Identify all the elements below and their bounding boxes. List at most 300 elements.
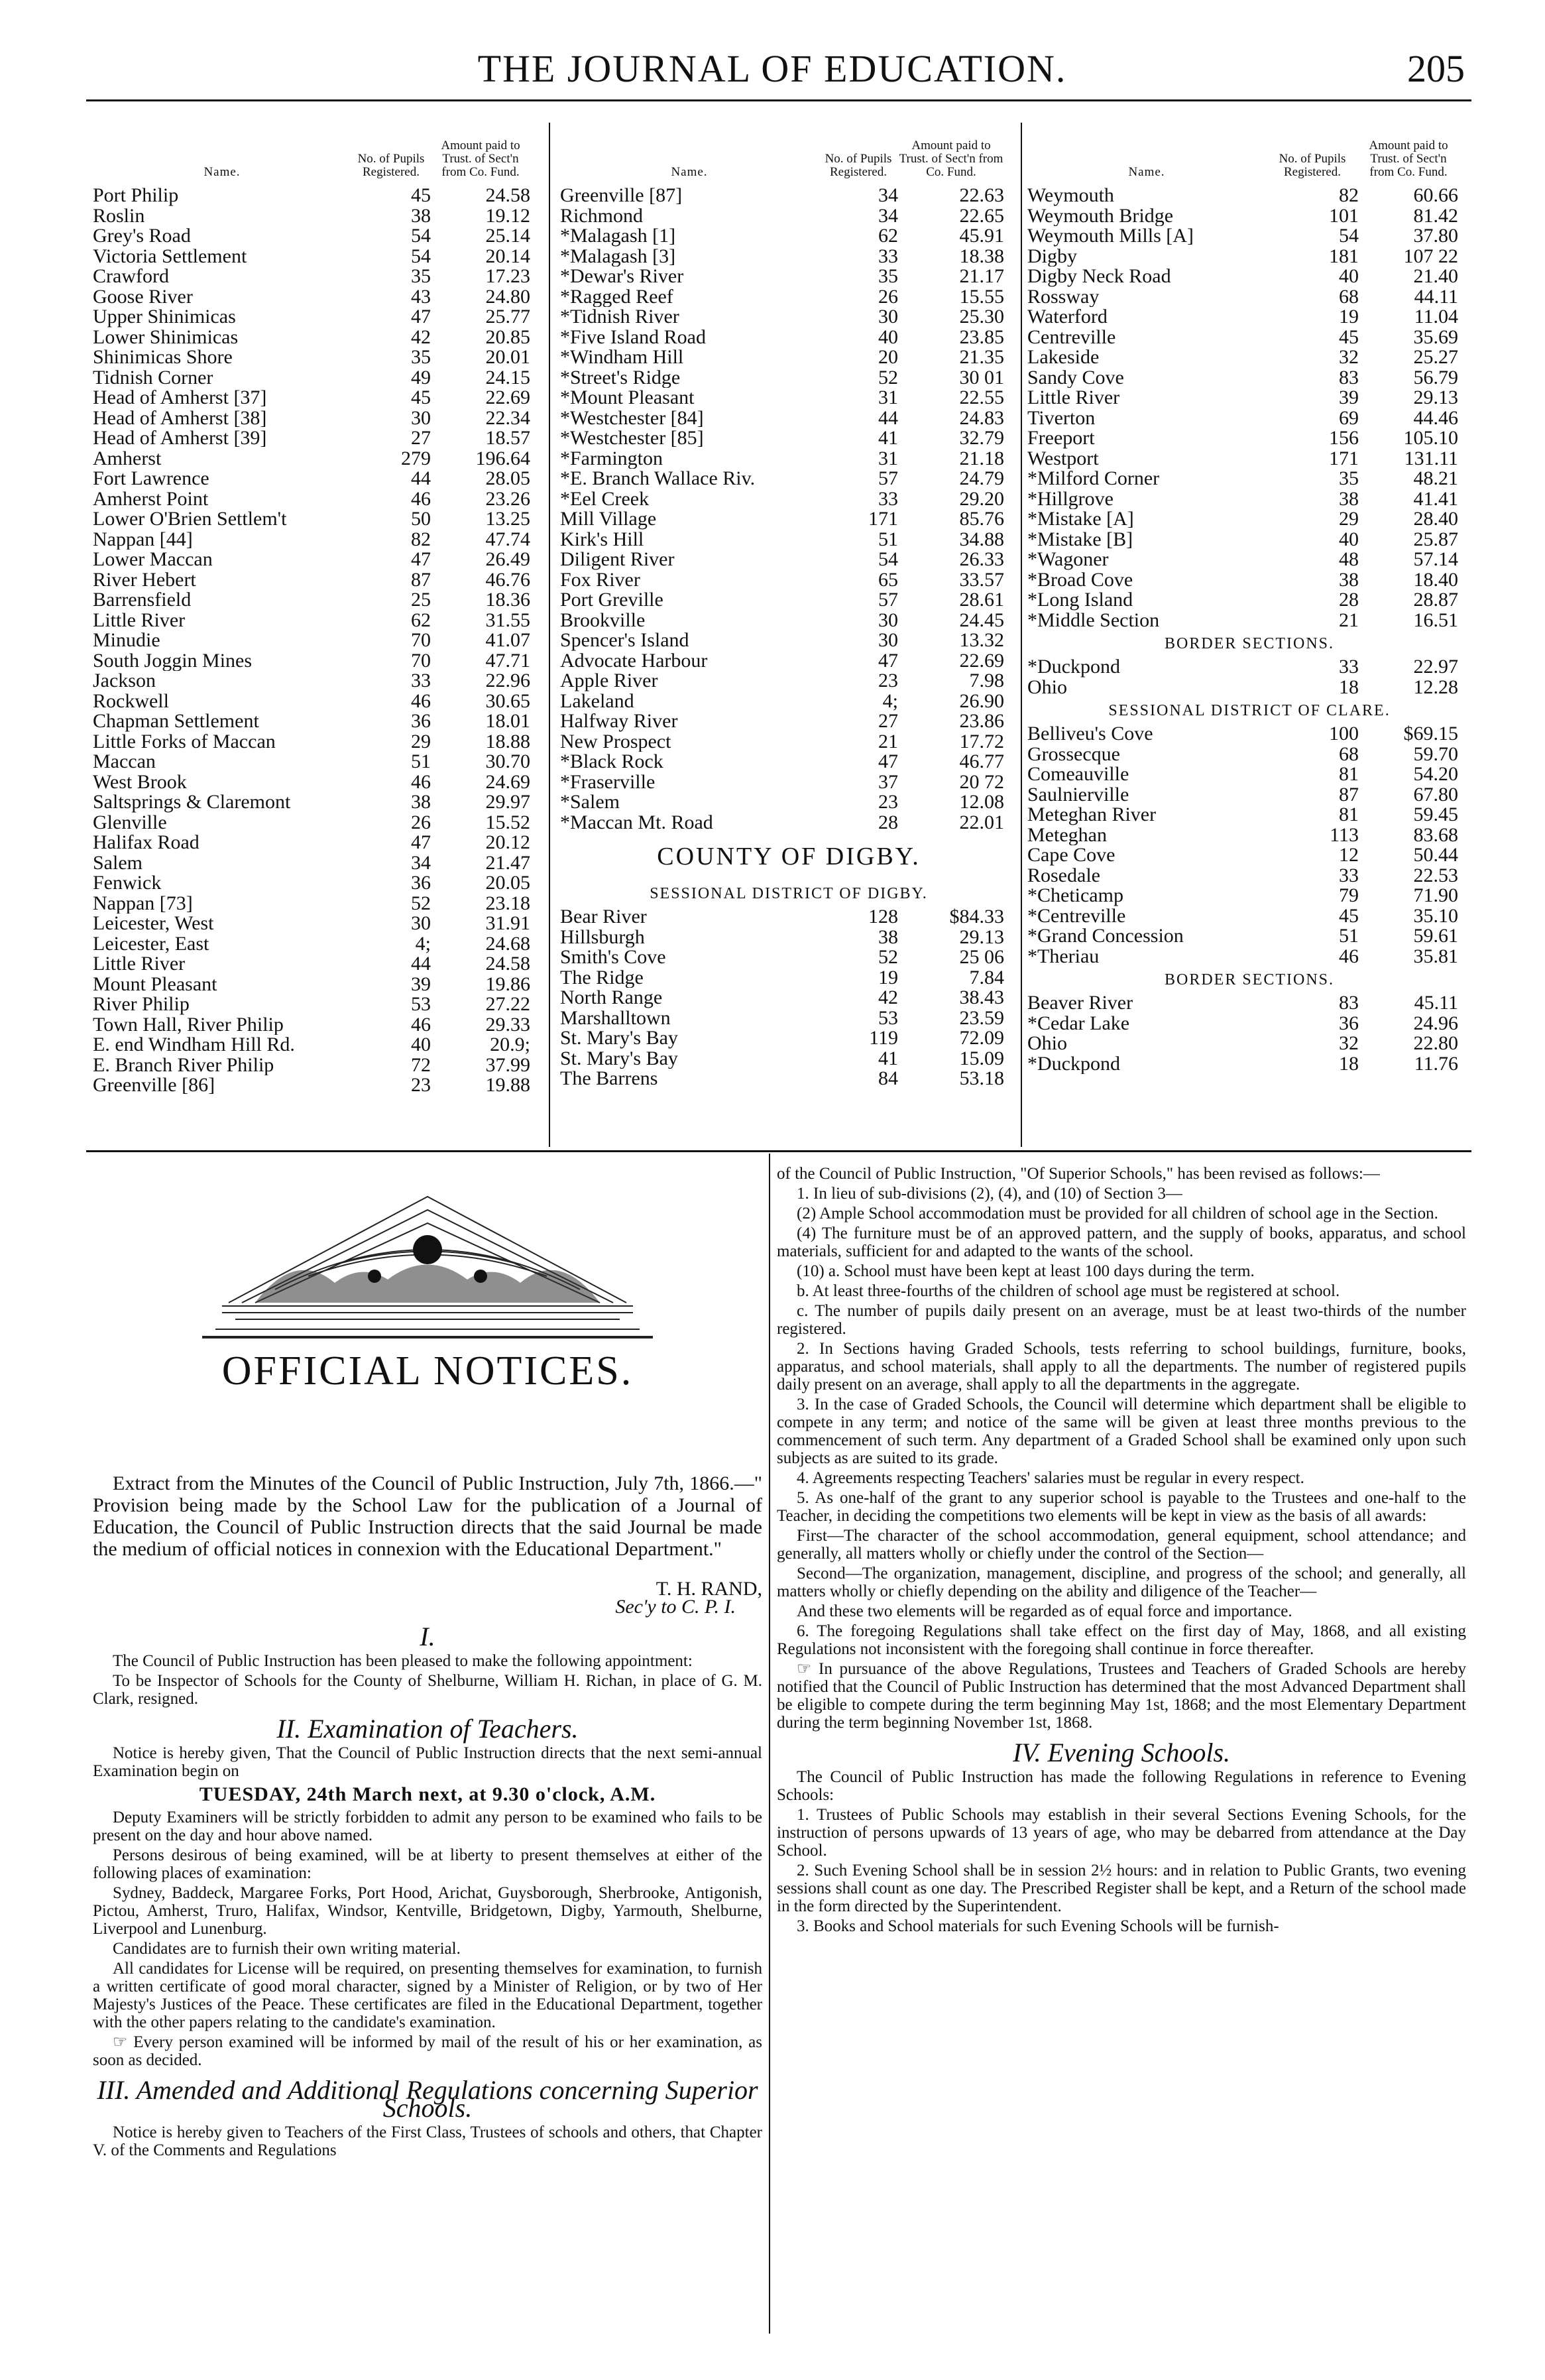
- school-name: Ohio: [1027, 677, 1067, 697]
- pupils-registered: 38: [1339, 568, 1359, 591]
- regulation-paragraph: 2. In Sections having Graded Schools, tests referring to school buildings, furniture, books, apparatus, and school materials, shall apply to all the departments. The number of registered pupils daily present on an average, shall apply to all the departments in the aggregate.: [777, 1340, 1466, 1394]
- amount-paid: 54.20: [1413, 763, 1458, 785]
- regulation-paragraph: Second—The organization, management, discipline, and progress of the school; and generally, all matters wholly or chiefly depending on the ability and diligence of the Teacher—: [777, 1565, 1466, 1600]
- school-name: *Farmington: [560, 448, 663, 469]
- section-iii-paragraph: Notice is hereby given to Teachers of the First Class, Trustees of schools and others, that Chapter V. of the Comments and Regulations: [93, 2123, 762, 2159]
- school-name: Smith's Cove: [560, 947, 666, 968]
- amount-paid: 28.61: [959, 589, 1004, 611]
- amount-paid: 22.34: [485, 406, 530, 429]
- pupils-registered: 36: [1339, 1012, 1359, 1034]
- pupils-registered: 33: [411, 670, 431, 691]
- amount-paid: 19.12: [485, 204, 530, 227]
- table-row: [93, 570, 544, 591]
- amount-paid: 105.10: [1403, 427, 1458, 449]
- pupils-registered: 49: [411, 366, 431, 388]
- table-row: [1027, 550, 1471, 570]
- table-row: [93, 894, 544, 914]
- amount-paid: 26.33: [959, 548, 1004, 570]
- school-name: St. Mary's Bay: [560, 1048, 678, 1069]
- table-row: [560, 368, 1017, 388]
- school-name: Leicester, East: [93, 933, 209, 954]
- table-row: [93, 226, 544, 247]
- table-row: [1027, 287, 1471, 308]
- school-name: Crawford: [93, 267, 169, 287]
- pupils-registered: 29: [1339, 508, 1359, 530]
- school-name: Grey's Road: [93, 226, 191, 247]
- school-name: *Grand Concession: [1027, 926, 1184, 947]
- amount-paid: 37.80: [1413, 225, 1458, 247]
- school-name: Port Philip: [93, 186, 179, 206]
- left-notices-column: [93, 1170, 762, 2161]
- pupils-registered: 19: [1339, 306, 1359, 327]
- school-name: Belliveu's Cove: [1027, 724, 1153, 744]
- table-row: [560, 813, 1017, 833]
- amount-paid: 23.86: [959, 710, 1004, 732]
- pupils-registered: 35: [411, 346, 431, 368]
- pupils-registered: 33: [878, 245, 898, 267]
- pupils-registered: 23: [878, 670, 898, 691]
- table-row: [1027, 428, 1471, 449]
- pupils-registered: 52: [878, 366, 898, 388]
- school-name: Weymouth Bridge: [1027, 206, 1174, 226]
- section-ii-paragraph: Deputy Examiners will be strictly forbidden to admit any person to be examined who fails to be present on the day and hour above named.: [93, 1809, 762, 1844]
- school-name: Brookville: [560, 610, 646, 630]
- amount-paid: 17.72: [959, 730, 1004, 752]
- school-name: *Street's Ridge: [560, 367, 681, 388]
- school-name: North Range: [560, 988, 663, 1008]
- amount-paid: 25.27: [1413, 346, 1458, 368]
- school-name: Bear River: [560, 907, 647, 927]
- amount-paid: 71.90: [1413, 884, 1458, 906]
- amount-paid: 24.69: [485, 770, 530, 793]
- table-row: [1027, 866, 1471, 886]
- amount-paid: 35.81: [1413, 945, 1458, 967]
- school-name: Roslin: [93, 206, 145, 226]
- school-name: Lakeland: [560, 691, 634, 711]
- table-row: [1027, 267, 1471, 287]
- school-name: Meteghan: [1027, 825, 1107, 845]
- amount-paid: 27.22: [485, 993, 530, 1015]
- amount-paid: 13.32: [959, 629, 1004, 651]
- pupils-registered: 47: [878, 750, 898, 772]
- amount-paid: $84.33: [949, 906, 1004, 927]
- pupils-registered: 34: [878, 204, 898, 227]
- table-row: [1027, 724, 1471, 744]
- section-iv-heading: IV. Evening Schools.: [1012, 1738, 1231, 1767]
- amount-paid: 24.15: [485, 366, 530, 388]
- pupils-registered: 81: [1339, 803, 1359, 825]
- amount-paid: 25.77: [485, 306, 530, 327]
- school-name: *Dewar's River: [560, 267, 684, 287]
- pupils-registered: 47: [411, 831, 431, 853]
- amount-paid: 41.41: [1413, 487, 1458, 510]
- school-name: Little River: [93, 954, 186, 975]
- section-i-paragraph: The Council of Public Instruction has been pleased to make the following appointment:: [113, 1652, 693, 1670]
- section-ii-paragraph: Candidates are to furnish their own writing material.: [113, 1940, 461, 1958]
- amount-paid: 24.58: [485, 184, 530, 206]
- table-row: [93, 954, 544, 975]
- table-row: [560, 988, 1017, 1008]
- table-column-2: [560, 113, 1017, 1089]
- amount-paid: 83.68: [1413, 823, 1458, 846]
- amount-paid: 13​1.11: [1404, 447, 1458, 469]
- amount-paid: 32.79: [959, 427, 1004, 449]
- school-name: Saulnierville: [1027, 784, 1129, 805]
- pupils-registered: 171: [1329, 447, 1359, 469]
- table-row: [93, 186, 544, 206]
- table-row: [1027, 805, 1471, 825]
- table-row: [560, 792, 1017, 813]
- regulation-paragraph: 6. The foregoing Regulations shall take effect on the first day of May, 1868, and all existing Regulations not inconsistent with the foregoing shall continue in force thereafter.: [777, 1622, 1466, 1658]
- table-row: [93, 630, 544, 651]
- school-name: New Prospect: [560, 731, 671, 752]
- table-row: [93, 530, 544, 550]
- school-name: West Brook: [93, 772, 187, 792]
- table-row: [560, 907, 1017, 927]
- amount-paid: 24.80: [485, 285, 530, 308]
- school-name: Digby: [1027, 246, 1077, 267]
- pupils-registered: 46: [411, 1013, 431, 1036]
- amount-paid: 34.88: [959, 528, 1004, 550]
- amount-paid: 59.45: [1413, 803, 1458, 825]
- school-name: *Mistake [B]: [1027, 529, 1133, 550]
- table-row: [1027, 530, 1471, 550]
- table-row: [93, 247, 544, 267]
- table-row: [1027, 1034, 1471, 1054]
- amount-paid: 48.21: [1413, 467, 1458, 489]
- school-name: *Hillgrove: [1027, 489, 1114, 509]
- school-name: Weymouth Mills [A]: [1027, 226, 1194, 247]
- amount-paid: 22.96: [485, 670, 530, 691]
- pupils-registered: 42: [411, 326, 431, 348]
- regulation-paragraph: 3. In the case of Graded Schools, the Council will determine which department shall be eligible to compete in any term; and notice of the same will be given at least three months previous to the commencement of such term. Any department of a Graded School shall be examined only upon such subjects as are suited to its grade.: [777, 1396, 1466, 1467]
- school-name: *Mount Pleasant: [560, 388, 695, 408]
- school-name: *Ragged Reef: [560, 286, 673, 307]
- amount-paid: 47.74: [485, 528, 530, 550]
- table-row: [93, 408, 544, 429]
- amount-paid: 29.33: [485, 1013, 530, 1036]
- pupils-registered: 46: [411, 487, 431, 510]
- school-name: *Duckpond: [1027, 1053, 1120, 1074]
- school-name: Centreville: [1027, 327, 1116, 347]
- table-row: [560, 1069, 1017, 1089]
- school-name: *Westchester [84]: [560, 408, 704, 428]
- pupils-registered: 21: [1339, 609, 1359, 631]
- page-number: 205: [1407, 47, 1465, 90]
- pupils-registered: 62: [878, 225, 898, 247]
- table-row: [93, 1015, 544, 1036]
- table-row: [560, 327, 1017, 348]
- school-name: Amherst Point: [93, 489, 209, 509]
- pupils-registered: 279: [401, 447, 431, 469]
- regulation-paragraph: 4. Agreements respecting Teachers' salaries must be regular in every respect.: [797, 1469, 1304, 1487]
- amount-paid: 20.14: [485, 245, 530, 267]
- amount-paid: 22.63: [959, 184, 1004, 206]
- pupils-registered: 35: [1339, 467, 1359, 489]
- table-row: [560, 651, 1017, 672]
- amount-paid: 26.90: [959, 689, 1004, 712]
- school-name: Spencer's Island: [560, 630, 689, 651]
- pupils-registered: 156: [1329, 427, 1359, 449]
- table-row: [93, 671, 544, 691]
- amount-paid: 22.69: [959, 649, 1004, 672]
- table-row: [560, 590, 1017, 611]
- school-name: Amherst: [93, 448, 162, 469]
- table-row: [93, 469, 544, 489]
- pupils-registered: 23: [878, 791, 898, 813]
- pupils-registered: 28: [1339, 589, 1359, 611]
- pupils-registered: 30: [878, 609, 898, 631]
- pupils-registered: 43: [411, 285, 431, 308]
- pupils-registered: 84: [878, 1067, 898, 1089]
- school-name: Little River: [1027, 388, 1120, 408]
- table-row: [93, 651, 544, 672]
- table-row: [93, 590, 544, 611]
- amount-paid: 15.52: [485, 811, 530, 833]
- pupils-registered: 30: [411, 912, 431, 934]
- pupils-registered: 44: [878, 406, 898, 429]
- pupils-registered: 25: [411, 589, 431, 611]
- school-name: Cape Cove: [1027, 845, 1116, 866]
- pupils-registered: 27: [878, 710, 898, 732]
- school-name: Nappan [73]: [93, 893, 193, 914]
- regulations-text: [777, 1165, 1466, 1732]
- pupils-registered: 53: [878, 1006, 898, 1029]
- amount-paid: 46.76: [485, 568, 530, 591]
- table-header-pupils: No. of Pupils Registered.: [1279, 152, 1346, 179]
- table-row: [1027, 307, 1471, 327]
- amount-paid: 22.69: [485, 387, 530, 408]
- pupils-registered: 28: [878, 811, 898, 833]
- table-row: [1027, 347, 1471, 368]
- amount-paid: 19.86: [485, 973, 530, 995]
- school-name: Little River: [93, 610, 186, 630]
- amount-paid: 18.40: [1413, 568, 1458, 591]
- school-name: Head of Amherst [37]: [93, 388, 267, 408]
- school-name: Digby Neck Road: [1027, 267, 1171, 287]
- school-name: Upper Shin​imicas: [93, 307, 236, 327]
- table-row: [560, 428, 1017, 449]
- pupils-registered: 65: [878, 568, 898, 591]
- table-row: [1027, 388, 1471, 408]
- pupils-registered: 62: [411, 609, 431, 631]
- pupils-registered: 29: [411, 730, 431, 752]
- school-name: *Cedar Lake: [1027, 1013, 1130, 1034]
- school-name: Lower O'Brien Settlem't: [93, 509, 287, 530]
- school-name: Sandy Cove: [1027, 367, 1124, 388]
- table-row: [93, 711, 544, 732]
- pupils-registered: 119: [869, 1027, 898, 1049]
- right-notices-column: [777, 1165, 1466, 1937]
- table-row: [560, 927, 1017, 948]
- school-name: Richmond: [560, 206, 643, 226]
- table-row: [560, 388, 1017, 408]
- section-i-paragraph: To be Inspector of Schools for the County of Shelburne, William H. Richan, in place of G. M. Clark, resigned.: [93, 1672, 762, 1708]
- notices-title: OFFICIAL NOTICES.: [221, 1348, 634, 1394]
- table-column-1: [93, 113, 544, 1096]
- amount-paid: 18.36: [485, 589, 530, 611]
- pupils-registered: 100: [1329, 723, 1359, 744]
- pupils-registered: 81: [1339, 763, 1359, 785]
- pupils-registered: 30: [878, 306, 898, 327]
- pupils-registered: 54: [1339, 225, 1359, 247]
- pupils-registered: 83: [1339, 992, 1359, 1014]
- table-header-name: Name.: [1128, 165, 1165, 179]
- table-row: [1027, 947, 1471, 967]
- amount-paid: 59.70: [1413, 743, 1458, 765]
- amount-paid: 56.79: [1413, 366, 1458, 388]
- school-name: Saltsprings & Claremont: [93, 792, 291, 813]
- table-row: [1027, 906, 1471, 927]
- school-name: Jackson: [93, 671, 156, 691]
- pupils-registered: 32: [1339, 346, 1359, 368]
- table-row: [93, 975, 544, 995]
- pupils-registered: 54: [878, 548, 898, 570]
- school-name: Lakeside: [1027, 347, 1100, 368]
- pupils-registered: 54: [411, 225, 431, 247]
- pupils-registered: 40: [878, 326, 898, 348]
- school-name: Meteghan River: [1027, 805, 1157, 825]
- table-row: [93, 752, 544, 772]
- table-header: [1027, 113, 1471, 179]
- pupils-registered: 31: [878, 387, 898, 408]
- amount-paid: 25.30: [959, 306, 1004, 327]
- amount-paid: 33.57: [959, 568, 1004, 591]
- school-name: *Cheticamp: [1027, 886, 1123, 906]
- amount-paid: 30.70: [485, 750, 530, 772]
- regulation-paragraph: b. At least three-fourths of the children of school age must be registered at school.: [797, 1282, 1340, 1300]
- school-name: *Milford Corner: [1027, 469, 1160, 489]
- table-row: [560, 630, 1017, 651]
- pupils-registered: 19: [878, 966, 898, 988]
- school-name: *Eel Creek: [560, 489, 650, 509]
- pupils-registered: 45: [1339, 326, 1359, 348]
- pupils-registered: 47: [878, 649, 898, 672]
- table-row: [93, 489, 544, 510]
- pupils-registered: 57: [878, 467, 898, 489]
- amount-paid: 29.97: [485, 791, 530, 813]
- amount-paid: 18.57: [485, 427, 530, 449]
- table-row: [1027, 186, 1471, 206]
- amount-paid: 35.10: [1413, 904, 1458, 927]
- table-row: [93, 853, 544, 874]
- evening-schools-paragraph: 1. Trustees of Public Schools may establish in their several Sections Evening Schools, for the instruction of persons upwards of 13 years of age, who may be debarred from attendance at the Day School.: [777, 1806, 1466, 1860]
- amount-paid: 20.85: [485, 326, 530, 348]
- pupils-registered: 35: [878, 265, 898, 287]
- pupils-registered: 52: [411, 892, 431, 914]
- school-name: Minudie: [93, 630, 160, 651]
- table-row: [1027, 993, 1471, 1014]
- pupils-registered: 82: [411, 528, 431, 550]
- table-row: [560, 611, 1017, 631]
- amount-paid: 57.14: [1413, 548, 1458, 570]
- amount-paid: 60.66: [1413, 184, 1458, 206]
- amount-paid: 24.96: [1413, 1012, 1458, 1034]
- pupils-registered: 40: [1339, 528, 1359, 550]
- school-name: *Tidnish River: [560, 307, 679, 327]
- school-name: Victoria Settlement: [93, 246, 247, 267]
- amount-paid: 16.51: [1413, 609, 1458, 631]
- amount-paid: 44.11: [1414, 285, 1458, 308]
- table-row: [93, 267, 544, 287]
- school-name: E. end Windham Hill Rd.: [93, 1035, 295, 1055]
- pupils-registered: 40: [411, 1034, 431, 1055]
- pupils-registered: 38: [411, 204, 431, 227]
- regulation-paragraph: (10) a. School must have been kept at least 100 days during the term.: [797, 1262, 1255, 1280]
- amount-paid: 12.28: [1413, 676, 1458, 698]
- pupils-registered: 38: [1339, 487, 1359, 510]
- school-name: Port Greville: [560, 590, 663, 611]
- table-row: [560, 247, 1017, 267]
- section-ii-paragraph: Notice is hereby given, That the Council of Public Instruction directs that the next semi-annual Examination begin on: [93, 1744, 762, 1780]
- table-row: [560, 226, 1017, 247]
- pupils-registered: 69: [1339, 406, 1359, 429]
- amount-paid: 35.69: [1413, 326, 1458, 348]
- school-name: *Five Island Road: [560, 327, 706, 347]
- sessional-district-heading: SESSIONAL DISTRICT OF DIGBY.: [650, 885, 928, 902]
- amount-paid: 22.01: [959, 811, 1004, 833]
- school-name: The Ridge: [560, 967, 644, 988]
- school-name: Halifax Road: [93, 833, 200, 853]
- table-row: [1027, 226, 1471, 247]
- table-row: [1027, 1054, 1471, 1075]
- school-name: *Salem: [560, 792, 620, 813]
- school-name: Head of Amherst [39]: [93, 428, 267, 449]
- pupils-registered: 30: [878, 629, 898, 651]
- pupils-registered: 53: [411, 993, 431, 1015]
- table-row: [93, 347, 544, 368]
- notices-column-divider: [769, 1154, 770, 2334]
- amount-paid: 41.07: [485, 629, 530, 651]
- school-name: *E. Branch Wallace Riv.: [560, 469, 756, 489]
- table-row: [560, 186, 1017, 206]
- table-row: [560, 206, 1017, 227]
- amount-paid: 18.01: [485, 710, 530, 732]
- pupils-registered: 82: [1339, 184, 1359, 206]
- amount-paid: 53.18: [959, 1067, 1004, 1089]
- table-row: [93, 1075, 544, 1096]
- table-row: [560, 732, 1017, 752]
- pupils-registered: 70: [411, 629, 431, 651]
- school-name: Comeauville: [1027, 764, 1129, 785]
- amount-paid: 17.23: [485, 265, 530, 287]
- table-row: [560, 307, 1017, 327]
- column-divider: [1021, 123, 1022, 1147]
- pupils-registered: 113: [1330, 823, 1359, 846]
- pupils-registered: 26: [878, 285, 898, 308]
- amount-paid: 22.53: [1413, 864, 1458, 886]
- school-name: Salem: [93, 853, 143, 873]
- pupils-registered: 68: [1339, 285, 1359, 308]
- school-name: Lower Shinimicas: [93, 327, 239, 347]
- table-row: [560, 509, 1017, 530]
- table-row: [1027, 825, 1471, 846]
- amount-paid: 23.85: [959, 326, 1004, 348]
- amount-paid: 15.09: [959, 1047, 1004, 1069]
- pupils-registered: 33: [1339, 864, 1359, 886]
- amount-paid: 45.91: [959, 225, 1004, 247]
- school-name: *Middle Section: [1027, 610, 1160, 630]
- pupils-registered: 34: [411, 851, 431, 874]
- table-row: [1027, 678, 1471, 698]
- table-row: [560, 691, 1017, 712]
- pupils-registered: 70: [411, 649, 431, 672]
- regulation-paragraph: (4) The furniture must be of an approved pattern, and the supply of books, apparatus, and school materials, sufficient for and adapted to the wants of the school.: [777, 1224, 1466, 1260]
- regulation-paragraph: And these two elements will be regarded as of equal force and importance.: [797, 1602, 1292, 1620]
- school-name: *Wagoner: [1027, 550, 1109, 570]
- pupils-registered: 44: [411, 467, 431, 489]
- school-name: Barrensfield: [93, 590, 192, 611]
